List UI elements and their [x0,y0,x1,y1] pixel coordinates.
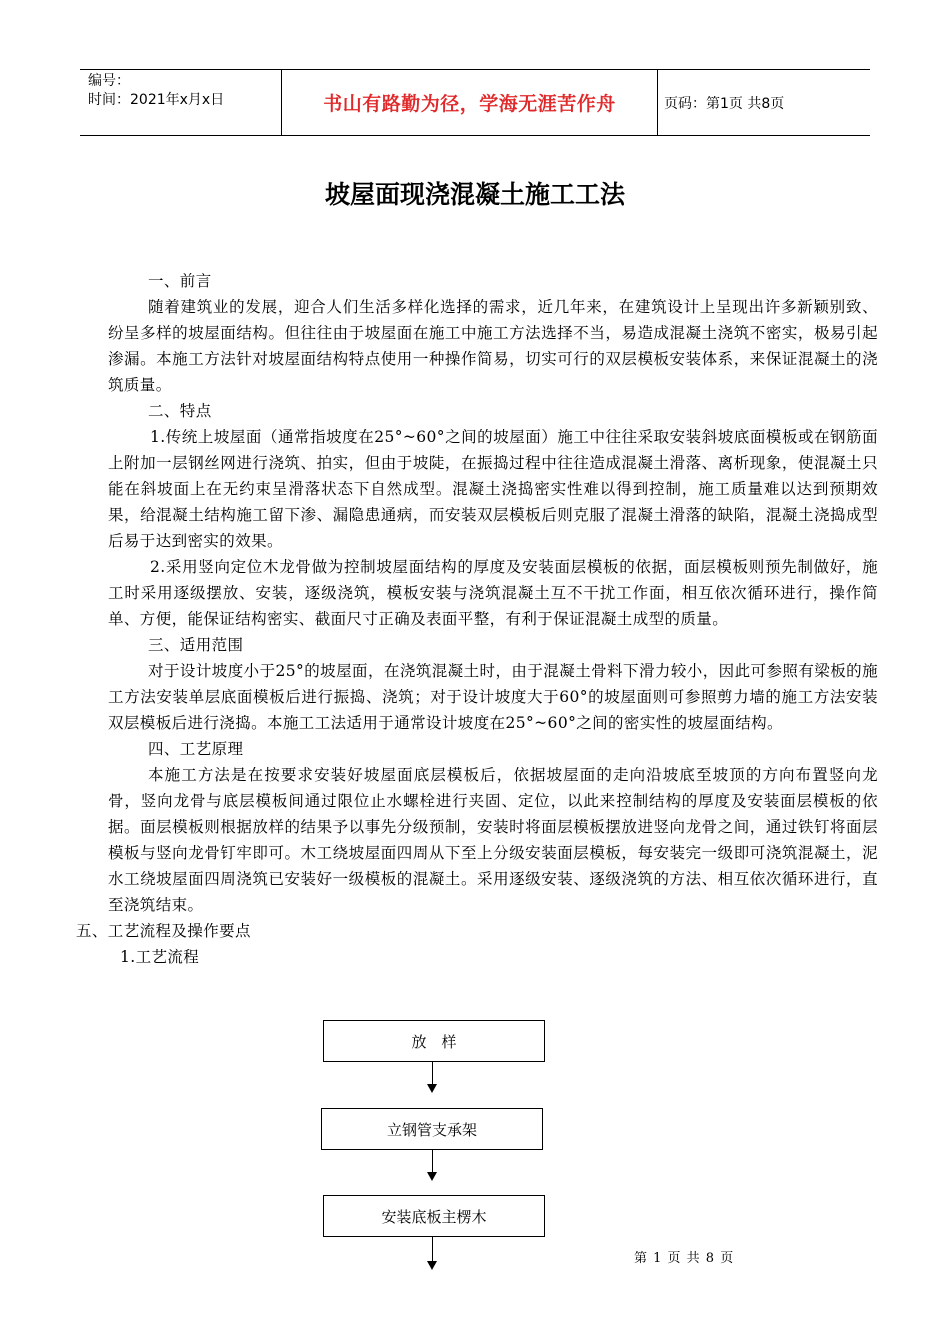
flow-step-layout: 放 样 [323,1020,545,1062]
header-meta-cell [80,70,282,135]
document-time-label: 时间：2021年x月x日 [88,92,225,108]
section-heading-process: 五、工艺流程及操作要点 [76,922,251,940]
paragraph-feature-1: 1.传统上坡屋面（通常指坡度在25°~60°之间的坡屋面）施工中往往采取安装斜坡底面模板或在钢筋面上附加一层钢丝网进行浇筑、拍实，但由于坡陡，在振捣过程中往往造成混凝土滑落、离析现象，使混凝土只能在斜坡面上在无约束呈滑落状态下自然成型。混凝土浇捣密实性难以得到控制，施工质量难以达到预期效果，给混凝土结构施工留下渗、漏隐患通病，而安装双层模板后则克服了混凝土滑落的缺陷，混凝土浇捣成型后易于达到密实的效果。 [108,428,878,550]
flow-arrow-line [432,1062,433,1084]
section-heading-features: 二、特点 [148,402,212,420]
flow-arrow-line [432,1150,433,1172]
flow-arrow-down-icon [427,1261,437,1270]
header-page-info: 页码：第1页 共8页 [664,95,785,112]
paragraph-principle: 本施工方法是在按要求安装好坡屋面底层模板后，依据坡屋面的走向沿坡底至坡顶的方向布置竖向龙骨，竖向龙骨与底层模板间通过限位止水螺栓进行夹固、定位，以此来控制结构的厚度及安装面层模板的依据。面层模板则根据放样的结果予以事先分级预制，安装时将面层模板摆放进竖向龙骨之间，通过铁钉将面层模板与竖向龙骨钉牢即可。木工绕坡屋面四周从下至上分级安装面层模板，每安装完一级即可浇筑混凝土，泥水工绕坡屋面四周浇筑已安装好一级模板的混凝土。采用逐级安装、逐级浇筑的方法、相互依次循环进行，直至浇筑结束。 [108,766,878,914]
flow-step-steel-pipe-support: 立钢管支承架 [321,1108,543,1150]
flow-step-bottom-main-joist: 安装底板主楞木 [323,1195,545,1237]
document-body [76,268,878,970]
section-heading-principle: 四、工艺原理 [148,740,244,758]
section-heading-scope: 三、适用范围 [148,636,244,654]
paragraph-feature-2: 2.采用竖向定位木龙骨做为控制坡屋面结构的厚度及安装面层模板的依据，面层模板则预先制做好，施工时采用逐级摆放、安装，逐级浇筑，模板安装与浇筑混凝土互不干扰工作面，相互依次循环进行，操作简单、方便，能保证结构密实、截面尺寸正确及表面平整，有利于保证混凝土成型的质量。 [108,558,878,628]
document-number-label: 编号： [88,73,130,89]
paragraph-scope: 对于设计坡度小于25°的坡屋面，在浇筑混凝土时，由于混凝土骨料下滑力较小，因此可参照有梁板的施工方法安装单层底面模板后进行振捣、浇筑；对于设计坡度大于60°的坡屋面则可参照剪力墙的施工方法安装双层模板后进行浇捣。本施工工法适用于通常设计坡度在25°~60°之间的密实性的坡屋面结构。 [108,662,878,732]
header-motto: 书山有路勤为径，学海无涯苦作舟 [282,70,658,135]
section-heading-preface: 一、前言 [148,272,212,290]
flow-arrow-down-icon [427,1084,437,1093]
header-table [80,69,870,136]
subheading-process-flow: 1.工艺流程 [120,948,200,966]
document-title: 坡屋面现浇混凝土施工工法 [324,180,625,209]
flow-arrow-down-icon [427,1172,437,1181]
page-footer: 第 1 页 共 8 页 [634,1251,735,1266]
flow-arrow-line [432,1237,433,1261]
paragraph-preface: 随着建筑业的发展，迎合人们生活多样化选择的需求，近几年来，在建筑设计上呈现出许多新颖别致、纷呈多样的坡屋面结构。但往往由于坡屋面在施工中施工方法选择不当，易造成混凝土浇筑不密实，极易引起渗漏。本施工方法针对坡屋面结构特点使用一种操作简易，切实可行的双层模板安装体系，来保证混凝土的浇筑质量。 [108,298,878,394]
